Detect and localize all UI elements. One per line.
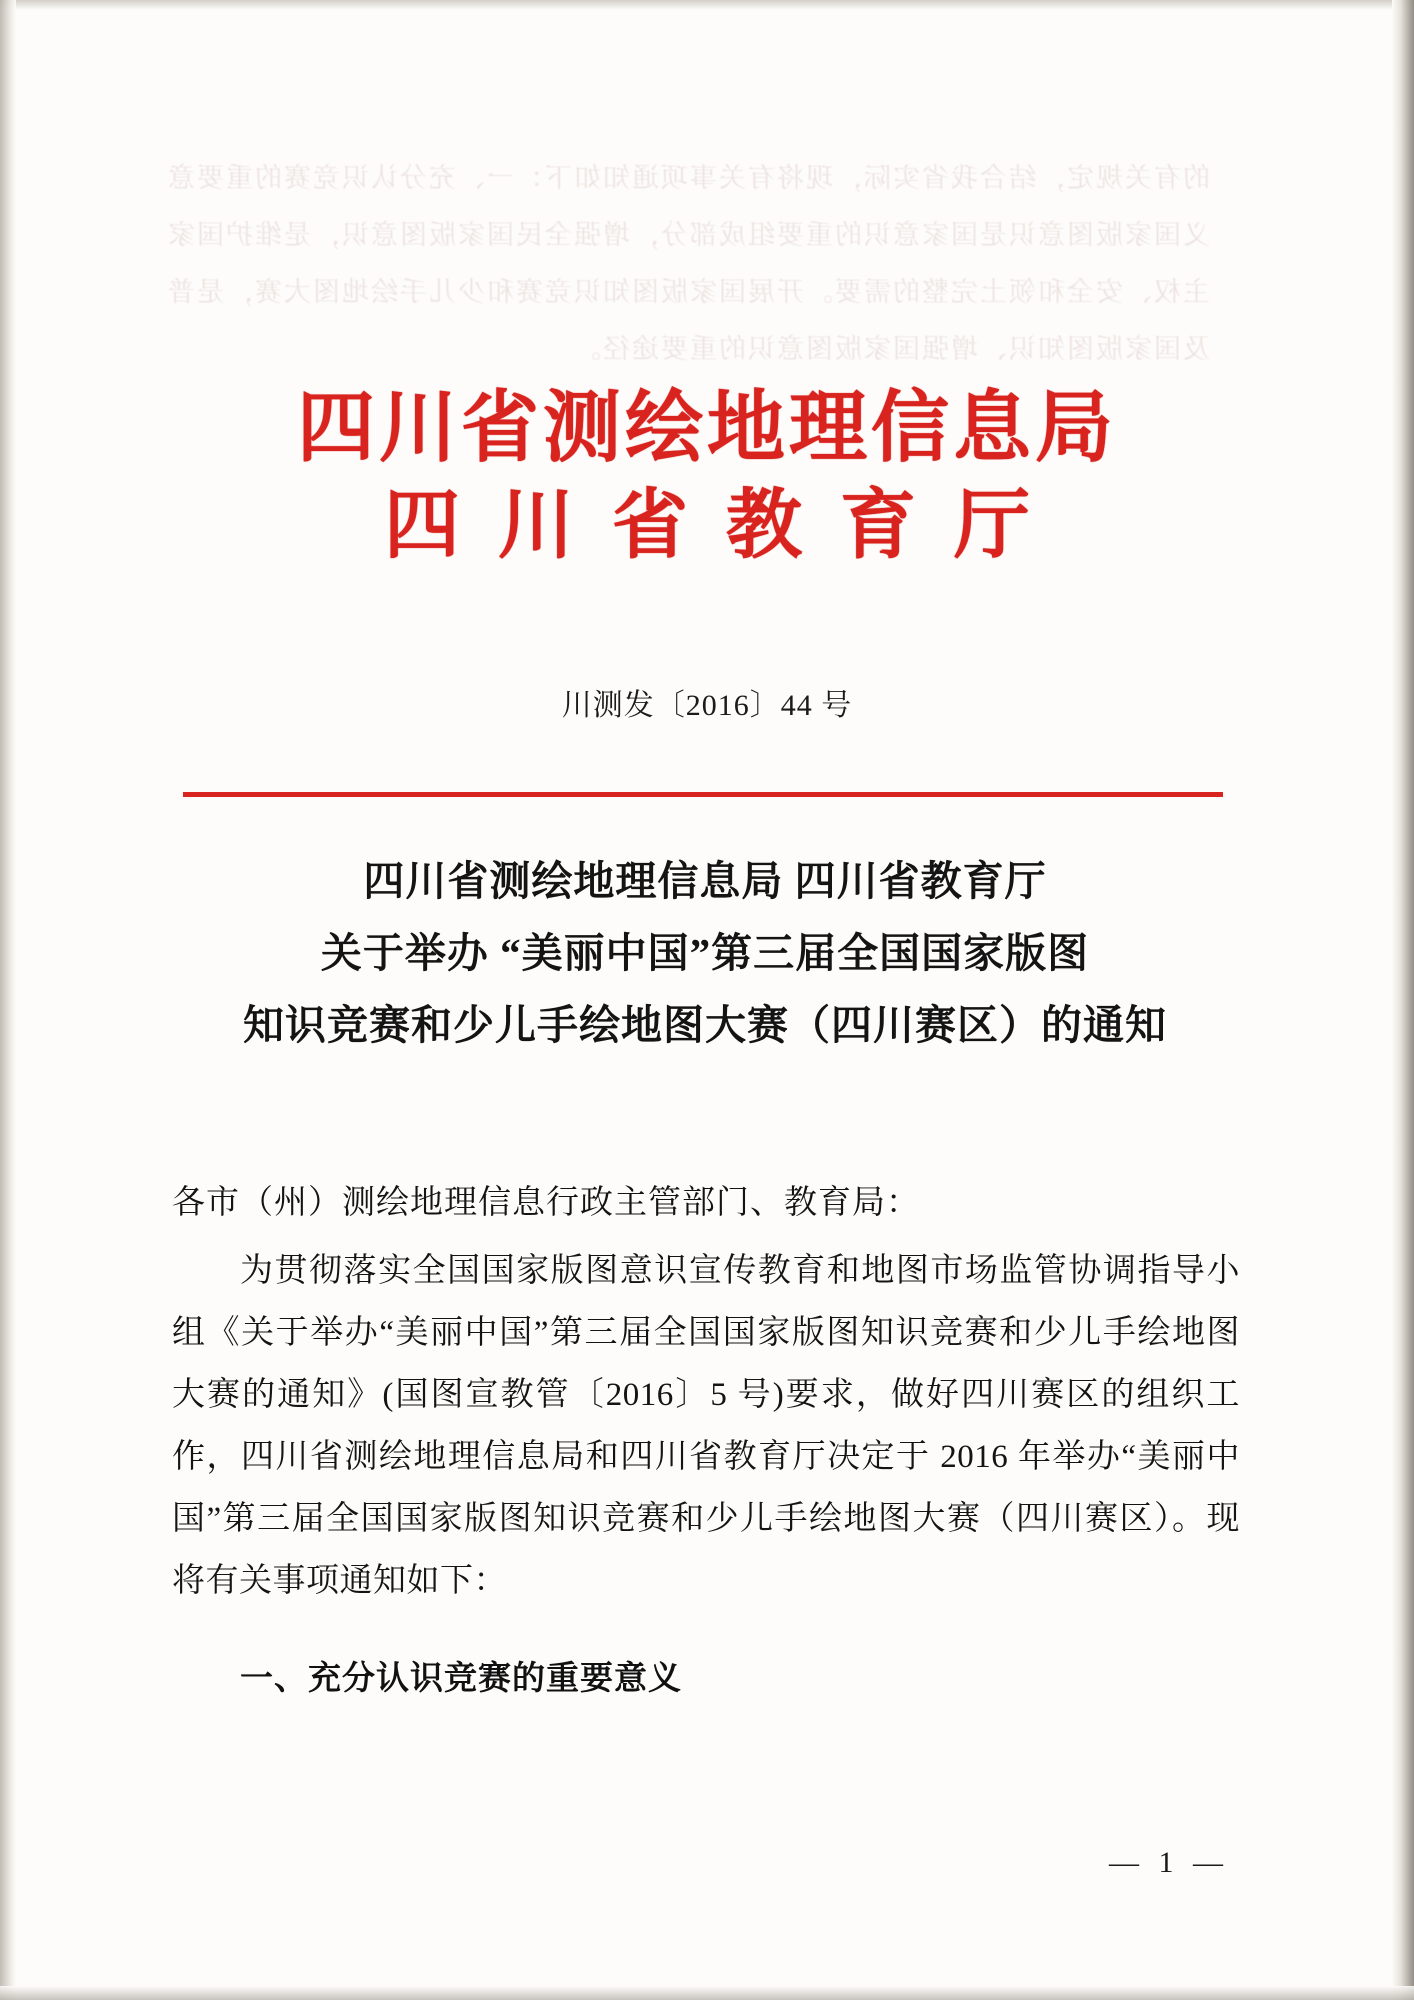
title-line-2: 关于举办 “美丽中国”第三届全国国家版图 xyxy=(320,930,1090,976)
title-line-3: 知识竞赛和少儿手绘地图大赛（四川赛区）的通知 xyxy=(243,1002,1167,1048)
page-number: — 1 — xyxy=(1109,1846,1229,1879)
page-title xyxy=(150,845,1260,1061)
red-divider-rule xyxy=(183,792,1223,797)
masthead-line-2: 四川省教育厅 xyxy=(384,484,1068,568)
body-paragraph-1: 为贯彻落实全国国家版图意识宣传教育和地图市场监管协调指导小组《关于举办“美丽中国”第三届全国国家版图知识竞赛和少儿手绘地图大赛的通知》(国图宣教管〔2016〕5 号)要求，做好四川赛区的组织工作，四川省测绘地理信息局和四川省教育厅决定于 2016 年举办“美丽中国”第三届全国国家版图知识竞赛和少儿手绘地图大赛（四川赛区）。现将有关事项通知如下： xyxy=(172,1253,1240,1599)
title-line-1: 四川省测绘地理信息局 四川省教育厅 xyxy=(363,858,1047,904)
document-number: 川测发〔2016〕44 号 xyxy=(561,689,853,722)
addressee-line: 各市（州）测绘地理信息行政主管部门、教育局： xyxy=(172,1185,920,1221)
masthead-line-1: 四川省测绘地理信息局 xyxy=(296,384,1117,471)
body-text xyxy=(172,1240,1240,1612)
bleed-through-text: 的有关规定，结合我省实际，现将有关事项通知如下：一、充分认识竞赛的重要意义国家版图意识是国家意识的重要组成部分，增强全民国家版图意识，是维护国家主权、安全和领土完整的需要。开展国家版图知识竞赛和少儿手绘地图大赛，是普及国家版图知识、增强国家版图意识的重要途径。 xyxy=(166,163,1210,364)
section-heading-1: 一、充分认识竞赛的重要意义 xyxy=(240,1658,682,1697)
masthead xyxy=(0,380,1414,576)
